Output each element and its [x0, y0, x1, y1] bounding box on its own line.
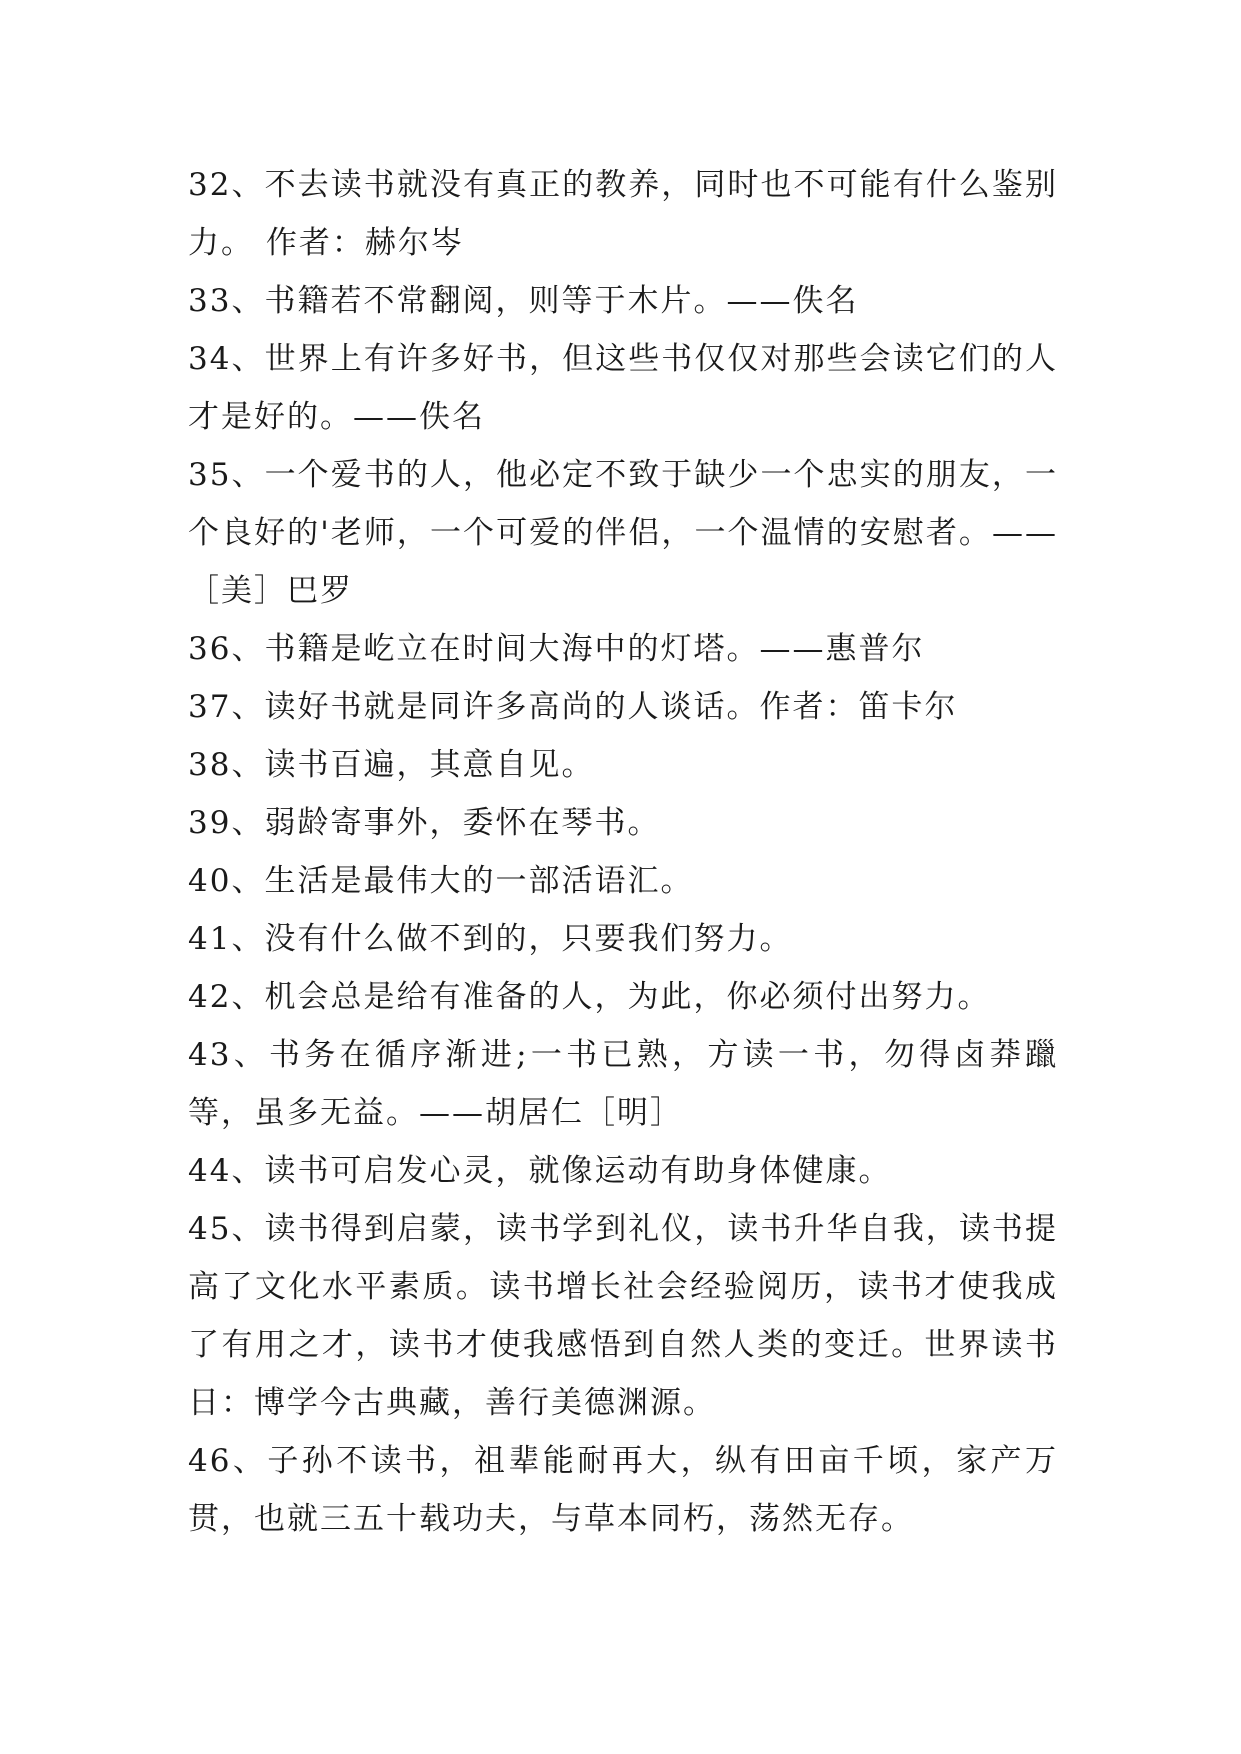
quote-39: 39、弱龄寄事外，委怀在琴书。	[188, 805, 661, 841]
quote-42: 42、机会总是给有准备的人，为此，你必须付出努力。	[188, 979, 991, 1015]
quote-38: 38、读书百遍，其意自见。	[188, 747, 595, 783]
quote-43: 43、书务在循序渐进;一书已熟，方读一书，勿得卤莽躐等，虽多无益。——胡居仁［明］	[188, 1037, 1058, 1131]
quote-45: 45、读书得到启蒙，读书学到礼仪，读书升华自我，读书提高了文化水平素质。读书增长社会经验阅历，读书才使我成了有用之才，读书才使我感悟到自然人类的变迁。世界读书日：博学今古典藏，善行美德渊源。	[188, 1211, 1058, 1421]
quote-40: 40、生活是最伟大的一部活语汇。	[188, 863, 694, 899]
quote-44: 44、读书可启发心灵，就像运动有助身体健康。	[188, 1153, 892, 1189]
quote-41: 41、没有什么做不到的，只要我们努力。	[188, 921, 793, 957]
quote-34: 34、世界上有许多好书，但这些书仅仅对那些会读它们的人才是好的。——佚名	[188, 341, 1058, 435]
quote-32: 32、不去读书就没有真正的教养，同时也不可能有什么鉴别力。 作者：赫尔岑	[188, 167, 1058, 261]
quote-46: 46、子孙不读书，祖辈能耐再大，纵有田亩千顷，家产万贯，也就三五十载功夫，与草本同朽，荡然无存。	[188, 1443, 1058, 1537]
quote-35: 35、一个爱书的人，他必定不致于缺少一个忠实的朋友，一个良好的'老师，一个可爱的伴侣，一个温情的安慰者。——［美］巴罗	[188, 457, 1058, 609]
quote-36: 36、书籍是屹立在时间大海中的灯塔。——惠普尔	[188, 631, 925, 667]
quote-33: 33、书籍若不常翻阅，则等于木片。——佚名	[188, 283, 859, 319]
quote-list	[188, 156, 1058, 1548]
quote-37: 37、读好书就是同许多高尚的人谈话。作者：笛卡尔	[188, 689, 958, 725]
